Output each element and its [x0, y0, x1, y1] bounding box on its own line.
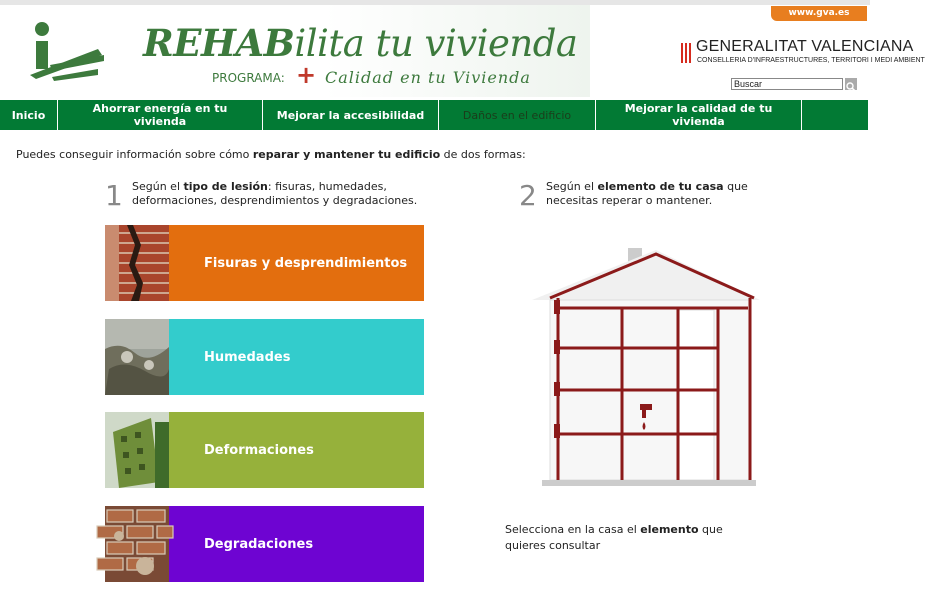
brand-title: REHABilita tu vivienda: [143, 21, 578, 65]
generalitat-name: GENERALITAT VALENCIANA: [696, 38, 914, 55]
card-humedades[interactable]: [105, 319, 424, 395]
brick-crack-thumbnail: [105, 225, 169, 301]
intro-text: Puedes conseguir información sobre cómo reparar y mantener tu edificio de dos formas:: [16, 148, 526, 161]
card-fisuras[interactable]: [105, 225, 424, 301]
gva-link[interactable]: www.gva.es: [771, 6, 867, 21]
nav-danos-edificio[interactable]: Daños en el edificio: [439, 100, 596, 130]
nav-inicio[interactable]: Inicio: [0, 100, 58, 130]
window-column: [678, 310, 714, 480]
programa-name: Calidad en tu Vivienda: [325, 68, 531, 87]
card-label: Deformaciones: [204, 442, 314, 458]
step-2-text: Según el elemento de tu casa que necesitas reperar o mantener.: [546, 180, 748, 207]
search-icon: [845, 81, 857, 93]
nav-accesibilidad[interactable]: Mejorar la accesibilidad: [263, 100, 439, 130]
plus-sign: +: [296, 61, 317, 89]
leaning-building-thumbnail: [105, 412, 169, 488]
step-2-number: 2: [519, 179, 537, 212]
card-label: Humedades: [204, 349, 291, 365]
nav-calidad-vivienda[interactable]: Mejorar la calidad de tu vivienda: [596, 100, 802, 130]
step-1-text: Según el tipo de lesión: fisuras, humedades, deformaciones, desprendimientos y degradaciones.: [132, 180, 418, 207]
search-button[interactable]: [845, 78, 857, 90]
card-label: Fisuras y desprendimientos: [204, 255, 408, 271]
nav-ahorrar-energia[interactable]: Ahorrar energía en tu vivienda: [58, 100, 263, 130]
brand-banner: [0, 5, 590, 97]
foundation[interactable]: [542, 480, 756, 486]
search-input[interactable]: [731, 78, 843, 90]
main-nav: [0, 100, 868, 130]
conselleria-name: CONSELLERIA D'INFRAESTRUCTURES, TERRITORI I MEDI AMBIENT: [697, 57, 925, 64]
rehabilita-logo-icon: [28, 19, 108, 85]
programa-label: PROGRAMA:: [212, 71, 285, 85]
card-degradaciones[interactable]: [105, 506, 424, 582]
step-1-number: 1: [105, 179, 123, 212]
card-label: Degradaciones: [204, 536, 314, 552]
damp-wall-thumbnail: [105, 319, 169, 395]
card-deformaciones[interactable]: [105, 412, 424, 488]
select-instruction: Selecciona en la casa el elemento que quieres consultar: [505, 523, 723, 552]
house-diagram[interactable]: [528, 240, 768, 490]
degraded-brick-thumbnail: [105, 506, 169, 582]
header: [0, 5, 925, 100]
generalitat-shield-icon: [680, 42, 692, 64]
